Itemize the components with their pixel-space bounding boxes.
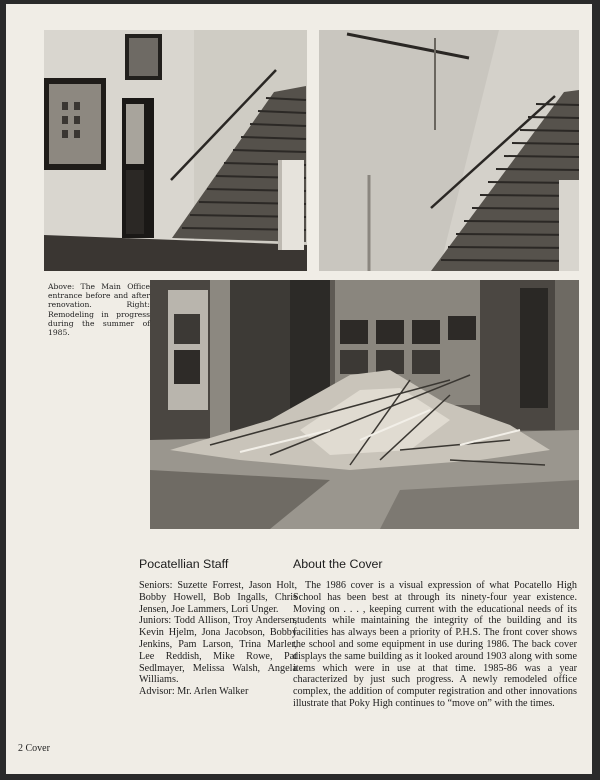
photo-main-office-before	[44, 30, 307, 271]
about-column	[293, 557, 577, 710]
staff-juniors: Juniors: Todd Allison, Troy Andersen, Kevin Hjelm, Jona Jacobson, Bobby Jenkins, Pam Larson, Trina Marler, Lee Reddish, Mike Rowe, Pat Sedlmayer, Melissa Walsh, Angela Williams.	[139, 615, 297, 686]
photo-stairway-after	[319, 30, 579, 271]
photo-remodeling-rubble	[150, 280, 579, 529]
photo-caption: Above: The Main Office entrance before and after renovation. Right: Remodeling in progress during the summer of 1985.	[48, 282, 150, 338]
yearbook-page	[6, 4, 592, 774]
staff-heading: Pocatellian Staff	[139, 557, 229, 571]
staff-column	[139, 557, 297, 698]
page-folio: 2 Cover	[18, 743, 50, 754]
about-heading: About the Cover	[293, 557, 383, 571]
staff-advisor: Advisor: Mr. Arlen Walker	[139, 686, 249, 698]
about-body: The 1986 cover is a visual expression of what Pocatello High School has been best at through its ninety-four year existence. Moving on . . . , keeping current with the educational needs of its students while maintaining the integrity of the building and its facilities has always been a priority of P.H.S. The front cover shows the school and some equipment in use during 1986. The back cover displays the same building as it looked around 1903 along with some items which were in use at that time. 1985-86 was a year characterized by just such progress. A newly remodeled office complex, the addition of computer registration and other innovations illustrate that Poky High continues to “move on” with the times.	[293, 580, 577, 709]
staff-seniors: Seniors: Suzette Forrest, Jason Holt, Bobby Howell, Bob Ingalls, Chris Jensen, Joe Lammers, Lori Unger.	[139, 580, 297, 615]
